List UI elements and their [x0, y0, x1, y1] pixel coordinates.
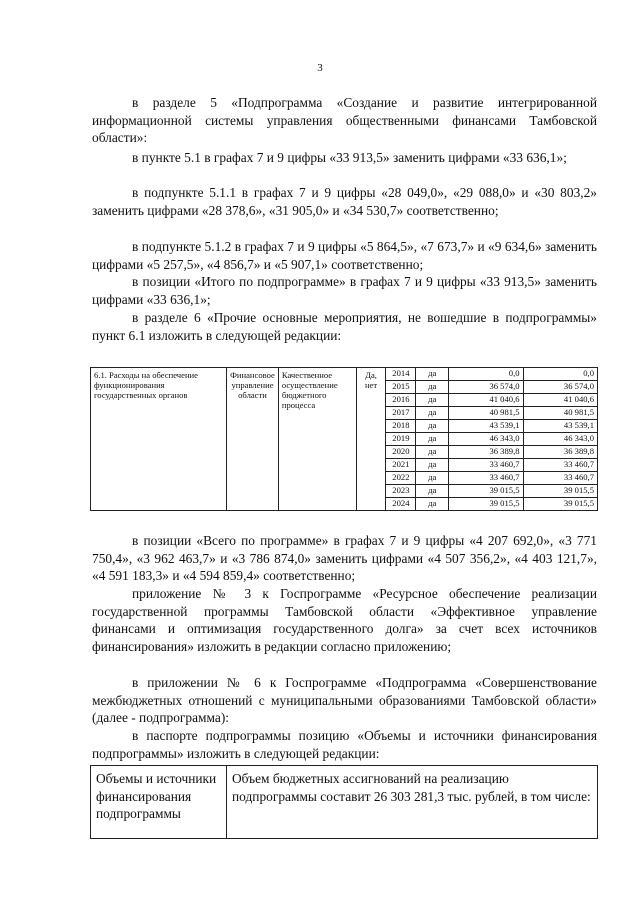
amount-cell: 33 460,7 [449, 472, 523, 485]
paragraph-subprogram-total: в позиции «Итого по подпрограмме» в графах 7 и 9 цифры «33 913,5» заменить цифрами «33 636,1»; [92, 274, 597, 307]
paragraph-section-6: в разделе 6 «Прочие основные мероприятия, не вошедшие в подпрограммы» пункт 6.1 изложить в следующей редакции: [92, 310, 597, 343]
amount-total-cell: 39 015,5 [523, 498, 597, 511]
amount-total-cell: 46 343,0 [523, 433, 597, 446]
passport-label-cell: Объемы и источники финансирования подпрограммы [91, 766, 227, 839]
year-cell: 2017 [386, 407, 416, 420]
flag-cell: да [416, 381, 449, 394]
amount-total-cell: 0,0 [523, 368, 597, 381]
passport-value-cell: Объем бюджетных ассигнований на реализацию подпрограммы составит 26 303 281,3 тыс. рублей, в том числе: [227, 766, 598, 839]
activity-table [90, 367, 598, 511]
result-cell: Качественное осуществление бюджетного процесса [278, 368, 356, 511]
year-cell: 2021 [386, 459, 416, 472]
amount-cell: 41 040,6 [449, 394, 523, 407]
paragraph-appendix-3: приложение № 3 к Госпрограмме «Ресурсное обеспечение реализации государственной программы Тамбовской области «Эффективное управление финансами и оптимизация государственного долга» за счет всех источников финансирования» изложить в редакции согласно приложению; [92, 586, 597, 654]
amount-cell: 33 460,7 [449, 459, 523, 472]
flag-cell: да [416, 485, 449, 498]
amount-cell: 39 015,5 [449, 498, 523, 511]
paragraph-section-5: в разделе 5 «Подпрограмма «Создание и развитие интегрированной информационной системы управления общественными финансами Тамбовской области»: [92, 95, 597, 146]
yes-no-cell: Да, нет [356, 368, 386, 511]
year-cell: 2015 [386, 381, 416, 394]
flag-cell: да [416, 459, 449, 472]
paragraph-item-5-1-2: в подпункте 5.1.2 в графах 7 и 9 цифры «5 864,5», «7 673,7» и «9 634,6» заменить цифрами «5 257,5», «4 856,7» и «5 907,1» соответственно; [92, 239, 597, 272]
flag-cell: да [416, 498, 449, 511]
amount-cell: 43 539,1 [449, 420, 523, 433]
year-cell: 2022 [386, 472, 416, 485]
flag-cell: да [416, 472, 449, 485]
amount-total-cell: 39 015,5 [523, 485, 597, 498]
flag-cell: да [416, 368, 449, 381]
amount-total-cell: 36 574,0 [523, 381, 597, 394]
amount-total-cell: 43 539,1 [523, 420, 597, 433]
amount-cell: 39 015,5 [449, 485, 523, 498]
paragraph-passport: в паспорте подпрограммы позицию «Объемы и источники финансирования подпрограммы» изложить в следующей редакции: [92, 728, 597, 761]
paragraph-program-total: в позиции «Всего по программе» в графах 7 и 9 цифры «4 207 692,0», «3 771 750,4», «3 962 463,7» и «3 786 874,0» заменить цифрами «4 507 356,2», «4 403 121,7», «4 591 183,3» и «4 594 859,4» соответственно; [92, 533, 597, 584]
amount-cell: 0,0 [449, 368, 523, 381]
flag-cell: да [416, 433, 449, 446]
amount-total-cell: 41 040,6 [523, 394, 597, 407]
year-cell: 2018 [386, 420, 416, 433]
passport-row [91, 766, 598, 839]
paragraph-item-5-1-1: в подпункте 5.1.1 в графах 7 и 9 цифры «28 049,0», «29 088,0» и «30 803,2» заменить цифрами «28 378,6», «31 905,0» и «34 530,7» соответственно; [92, 185, 597, 218]
year-cell: 2014 [386, 368, 416, 381]
amount-total-cell: 33 460,7 [523, 472, 597, 485]
year-cell: 2016 [386, 394, 416, 407]
executor-cell: Финансовое управление области [227, 368, 279, 511]
amount-total-cell: 40 981,5 [523, 407, 597, 420]
year-cell: 2019 [386, 433, 416, 446]
flag-cell: да [416, 394, 449, 407]
amount-total-cell: 33 460,7 [523, 459, 597, 472]
paragraph-item-5-1: в пункте 5.1 в графах 7 и 9 цифры «33 913,5» заменить цифрами «33 636,1»; [132, 150, 567, 165]
year-cell: 2024 [386, 498, 416, 511]
year-cell: 2023 [386, 485, 416, 498]
flag-cell: да [416, 407, 449, 420]
page-number: 3 [317, 62, 323, 74]
amount-cell: 40 981,5 [449, 407, 523, 420]
year-cell: 2020 [386, 446, 416, 459]
flag-cell: да [416, 446, 449, 459]
amount-cell: 46 343,0 [449, 433, 523, 446]
amount-total-cell: 36 389,8 [523, 446, 597, 459]
flag-cell: да [416, 420, 449, 433]
paragraph-appendix-6: в приложении № 6 к Госпрограмме «Подпрограмма «Совершенствование межбюджетных отношений с муниципальными образованиями Тамбовской области» (далее - подпрограмма): [92, 675, 597, 726]
amount-cell: 36 389,8 [449, 446, 523, 459]
passport-table [90, 765, 598, 839]
table-row [91, 368, 598, 381]
activity-name-cell: 6.1. Расходы на обеспечение функционирования государственных органов [91, 368, 227, 511]
amount-cell: 36 574,0 [449, 381, 523, 394]
